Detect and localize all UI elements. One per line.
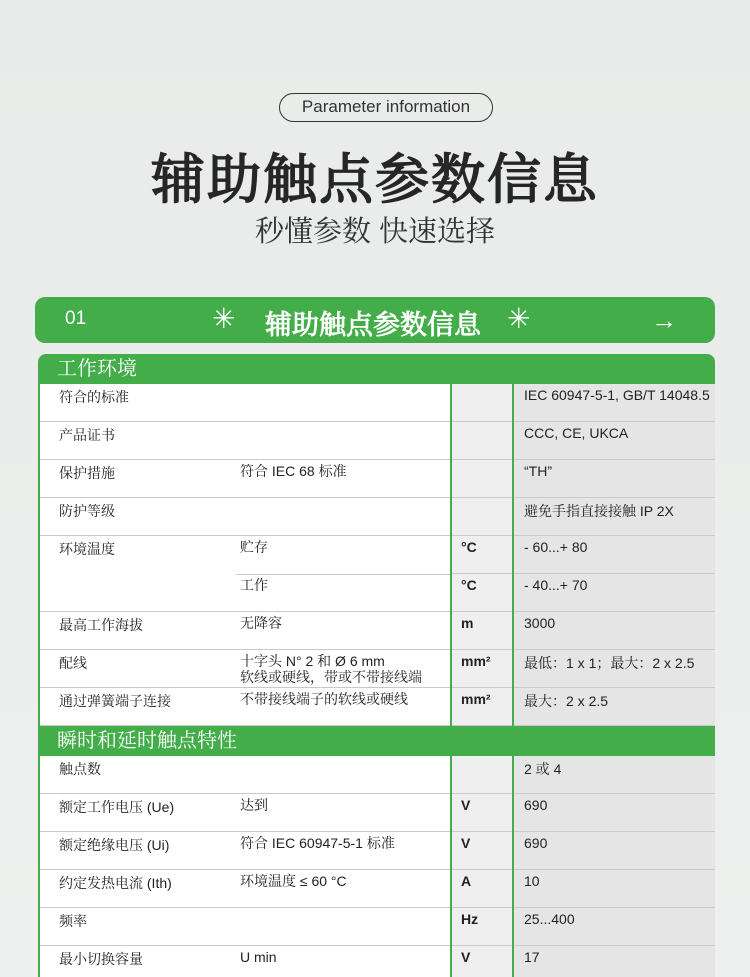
param-value: IEC 60947-5-1, GB/T 14048.5 [524,387,710,403]
param-unit: V [461,835,471,851]
param-unit: mm² [461,691,491,707]
banner-number: 01 [65,308,87,329]
table-row [38,870,715,908]
table-row [38,650,715,688]
table-row [38,688,715,726]
param-condition [240,653,422,685]
param-condition-line1: 十字头 N° 2 和 Ø 6 mm [240,653,385,669]
page-subtitle: 秒懂参数 快速选择 [254,216,496,248]
param-value: - 60...+ 80 [524,539,588,555]
banner-title: 辅助触点参数信息 [265,310,481,340]
param-label: 触点数 [59,761,101,777]
star-icon: ✳︎ [212,303,236,334]
table-row [38,612,715,650]
table-row [38,756,715,794]
table-row [38,574,715,612]
param-condition: 符合 IEC 60947-5-1 标准 [240,835,395,851]
param-unit: °C [461,577,477,593]
param-unit: °C [461,539,477,555]
param-unit: Hz [461,911,479,927]
page-title: 辅助触点参数信息 [151,150,599,210]
table-row [38,536,715,574]
param-label: 最高工作海拔 [59,617,143,633]
param-unit: A [461,873,472,889]
param-unit: V [461,949,471,965]
param-label: 防护等级 [59,503,115,519]
param-value: 3000 [524,615,556,631]
param-unit: m [461,615,474,631]
section-banner[interactable] [35,297,715,343]
param-label: 保护措施 [59,465,115,481]
param-value: 17 [524,949,540,965]
param-label: 约定发热电流 (Ith) [59,875,172,891]
param-value: 690 [524,835,548,851]
table-row [38,908,715,946]
param-value: - 40...+ 70 [524,577,588,593]
param-condition: 达到 [240,797,268,813]
param-label: 频率 [59,913,87,929]
table-row [38,460,715,498]
param-value: 最低：1 x 1；最大：2 x 2.5 [524,655,695,671]
table-row [38,498,715,536]
section-pill: Parameter information [279,93,493,122]
arrow-right-icon[interactable]: → [651,305,677,335]
param-label: 额定绝缘电压 (Ui) [59,837,170,853]
table-row [38,422,715,460]
param-value: 690 [524,797,548,813]
param-label: 环境温度 [59,541,115,557]
param-value: 2 或 4 [524,761,562,777]
table-row [38,794,715,832]
param-value: 最大：2 x 2.5 [524,693,609,709]
param-label: 最小切换容量 [59,951,143,967]
param-condition: 不带接线端子的软线或硬线 [240,691,408,707]
param-unit: V [461,797,471,813]
param-label: 额定工作电压 (Ue) [59,799,175,815]
param-condition: U min [240,949,277,965]
table-row [38,832,715,870]
param-condition: 环境温度 ≤ 60 °C [240,873,347,889]
param-label: 产品证书 [59,427,115,443]
param-condition-line2: 软线或硬线，带或不带接线端 [240,669,422,685]
param-condition: 工作 [240,577,268,593]
param-value: CCC, CE, UKCA [524,425,629,441]
param-condition: 符合 IEC 68 标准 [240,463,347,479]
table-row [38,384,715,422]
param-condition: 无降容 [240,615,282,631]
param-label: 符合的标准 [59,389,129,405]
parameter-table [38,354,715,977]
param-value: 避免手指直接接触 IP 2X [524,503,674,519]
row-divider [236,574,450,575]
param-label: 配线 [59,655,87,671]
param-value: 25...400 [524,911,575,927]
param-value: 10 [524,873,540,889]
param-label: 通过弹簧端子连接 [59,693,171,709]
section-title: 瞬时和延时触点特性 [57,730,237,752]
param-value: “TH” [524,463,552,479]
section-title: 工作环境 [57,358,137,380]
param-unit: mm² [461,653,491,669]
param-condition: 贮存 [240,539,268,555]
star-icon: ✳︎ [507,303,531,334]
table-row [38,946,715,977]
